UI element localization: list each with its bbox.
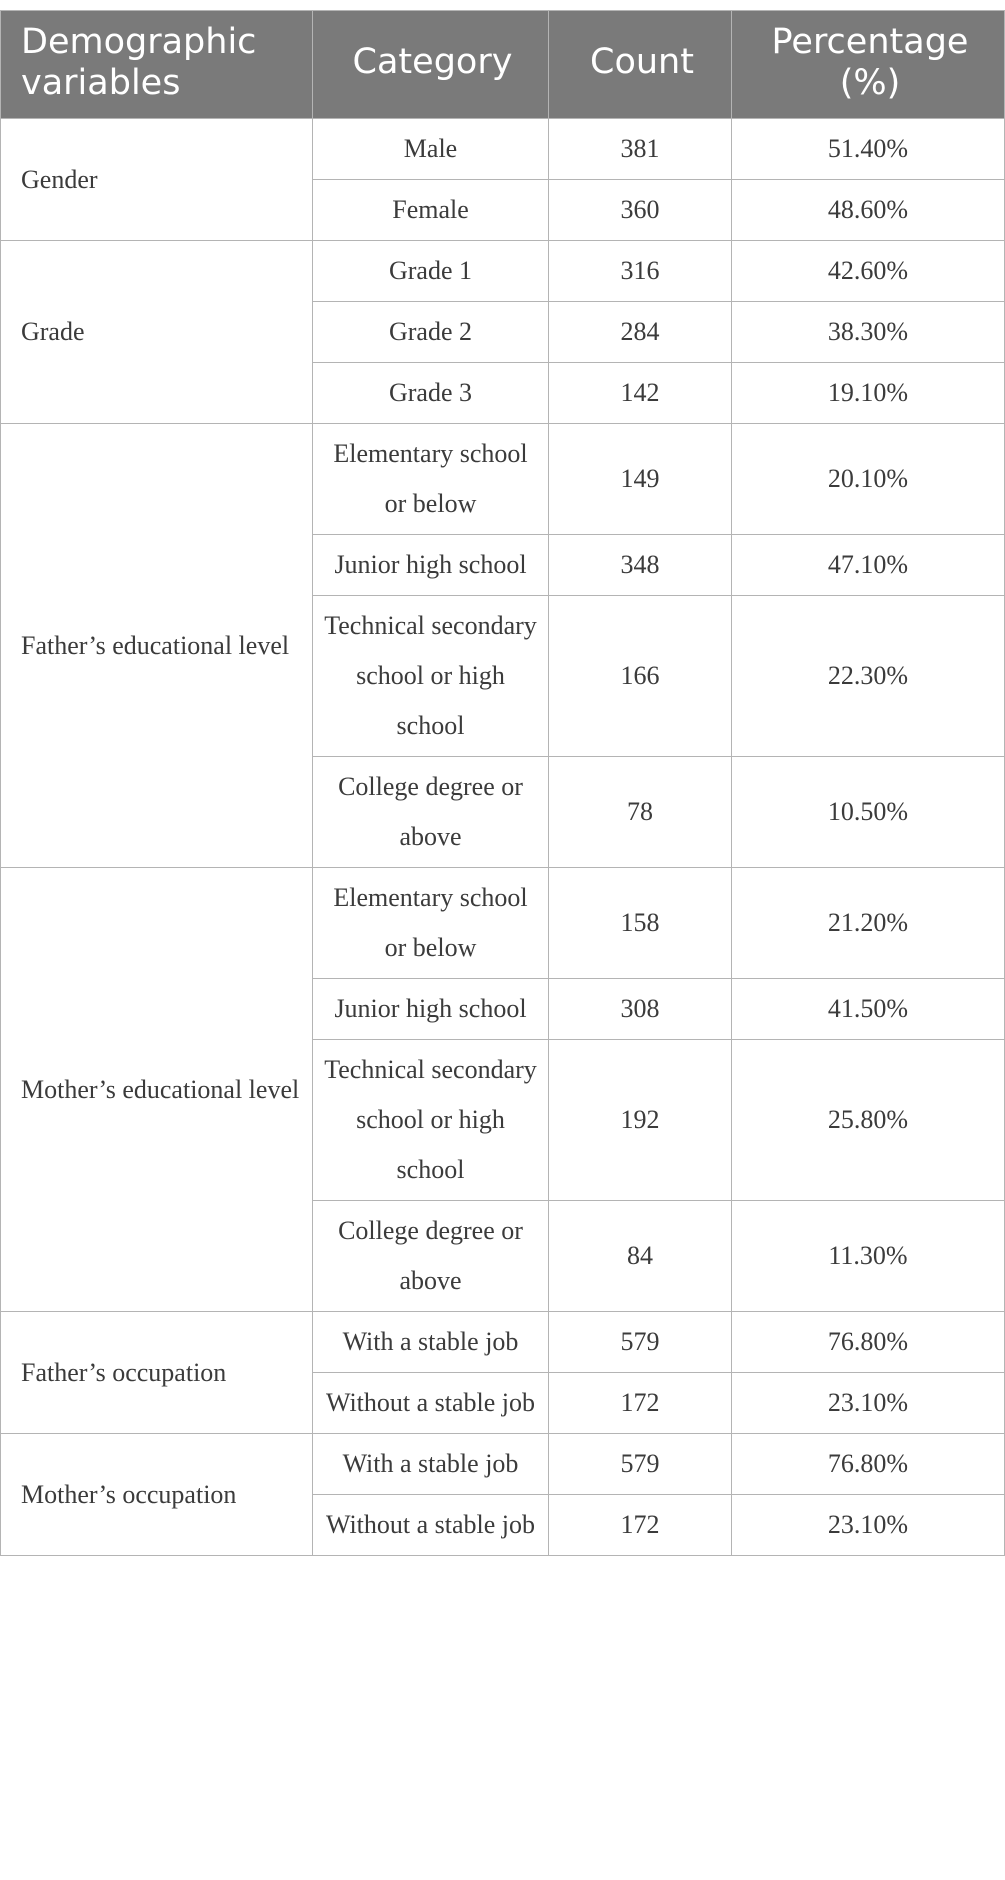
- category-cell: Female: [313, 180, 549, 241]
- category-cell: Technical secondary school or high school: [313, 596, 549, 757]
- count-cell: 284: [549, 302, 732, 363]
- category-cell: Junior high school: [313, 535, 549, 596]
- category-cell: Junior high school: [313, 979, 549, 1040]
- table-row: [1, 1434, 1005, 1495]
- table-row: [1, 424, 1005, 535]
- header-count: Count: [549, 11, 732, 119]
- count-cell: 308: [549, 979, 732, 1040]
- count-cell: 149: [549, 424, 732, 535]
- table-row: [1, 868, 1005, 979]
- percentage-cell: 21.20%: [732, 868, 1005, 979]
- percentage-cell: 19.10%: [732, 363, 1005, 424]
- category-cell: Elementary school or below: [313, 424, 549, 535]
- count-cell: 158: [549, 868, 732, 979]
- percentage-cell: 22.30%: [732, 596, 1005, 757]
- percentage-cell: 25.80%: [732, 1040, 1005, 1201]
- count-cell: 192: [549, 1040, 732, 1201]
- category-cell: College degree or above: [313, 757, 549, 868]
- category-cell: Technical secondary school or high school: [313, 1040, 549, 1201]
- percentage-cell: 47.10%: [732, 535, 1005, 596]
- category-cell: Grade 2: [313, 302, 549, 363]
- demographics-table: [0, 10, 1005, 1556]
- header-demographic-variables: Demographic variables: [1, 11, 313, 119]
- count-cell: 84: [549, 1201, 732, 1312]
- count-cell: 142: [549, 363, 732, 424]
- table-row: [1, 119, 1005, 180]
- variable-mothers-occupation: Mother’s occupation: [1, 1434, 313, 1556]
- count-cell: 166: [549, 596, 732, 757]
- count-cell: 316: [549, 241, 732, 302]
- header-percentage: Percentage (%): [732, 11, 1005, 119]
- category-cell: With a stable job: [313, 1312, 549, 1373]
- header-category: Category: [313, 11, 549, 119]
- category-cell: Elementary school or below: [313, 868, 549, 979]
- percentage-cell: 23.10%: [732, 1373, 1005, 1434]
- count-cell: 360: [549, 180, 732, 241]
- percentage-cell: 76.80%: [732, 1312, 1005, 1373]
- percentage-cell: 10.50%: [732, 757, 1005, 868]
- count-cell: 579: [549, 1434, 732, 1495]
- table-row: [1, 1312, 1005, 1373]
- category-cell: Grade 1: [313, 241, 549, 302]
- percentage-cell: 48.60%: [732, 180, 1005, 241]
- category-cell: Grade 3: [313, 363, 549, 424]
- category-cell: Without a stable job: [313, 1373, 549, 1434]
- category-cell: College degree or above: [313, 1201, 549, 1312]
- count-cell: 348: [549, 535, 732, 596]
- variable-gender: Gender: [1, 119, 313, 241]
- variable-mothers-educational-level: Mother’s educational level: [1, 868, 313, 1312]
- percentage-cell: 23.10%: [732, 1495, 1005, 1556]
- variable-fathers-educational-level: Father’s educational level: [1, 424, 313, 868]
- category-cell: Male: [313, 119, 549, 180]
- variable-grade: Grade: [1, 241, 313, 424]
- percentage-cell: 51.40%: [732, 119, 1005, 180]
- count-cell: 172: [549, 1373, 732, 1434]
- percentage-cell: 20.10%: [732, 424, 1005, 535]
- percentage-cell: 42.60%: [732, 241, 1005, 302]
- percentage-cell: 38.30%: [732, 302, 1005, 363]
- category-cell: Without a stable job: [313, 1495, 549, 1556]
- count-cell: 381: [549, 119, 732, 180]
- category-cell: With a stable job: [313, 1434, 549, 1495]
- variable-fathers-occupation: Father’s occupation: [1, 1312, 313, 1434]
- table-row: [1, 241, 1005, 302]
- header-row: [1, 11, 1005, 119]
- percentage-cell: 41.50%: [732, 979, 1005, 1040]
- percentage-cell: 76.80%: [732, 1434, 1005, 1495]
- percentage-cell: 11.30%: [732, 1201, 1005, 1312]
- count-cell: 579: [549, 1312, 732, 1373]
- count-cell: 78: [549, 757, 732, 868]
- count-cell: 172: [549, 1495, 732, 1556]
